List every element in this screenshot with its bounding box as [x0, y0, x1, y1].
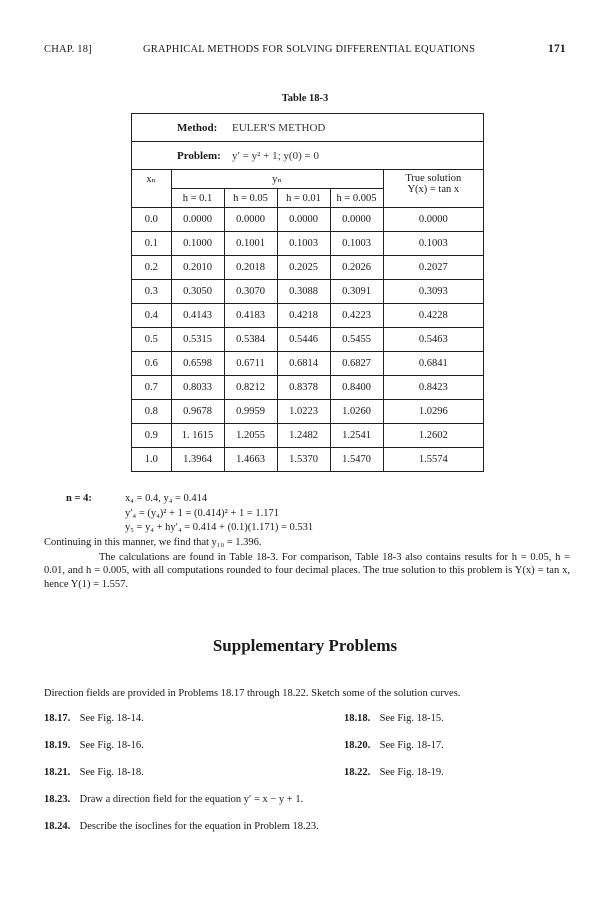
x-value-cell: 0.1: [132, 232, 171, 256]
step-line: x₄ = 0.4, y₄ = 0.414: [125, 493, 208, 504]
y-h0005-cell: 0.0000: [330, 208, 383, 232]
y-h01-cell: 0.1000: [171, 232, 224, 256]
problem-text: See Fig. 18-17.: [379, 740, 444, 751]
table-row: [132, 376, 483, 400]
y-h0005-cell: 0.2026: [330, 256, 383, 280]
true-value-cell: 1.2602: [383, 424, 483, 448]
results-grid: [132, 170, 483, 471]
y-h001-cell: 1.5370: [277, 448, 330, 472]
true-value-cell: 1.5574: [383, 448, 483, 472]
true-solution-label: True solution: [405, 173, 462, 184]
true-value-cell: 0.6841: [383, 352, 483, 376]
y-h005-cell: 0.3070: [224, 280, 277, 304]
y-h005-cell: 0.4183: [224, 304, 277, 328]
y-h001-cell: 0.5446: [277, 328, 330, 352]
y-h005-cell: 0.1001: [224, 232, 277, 256]
problem-item: [344, 713, 444, 724]
y-h005-cell: 0.6711: [224, 352, 277, 376]
true-value-cell: 1.0296: [383, 400, 483, 424]
y-h005-cell: 0.0000: [224, 208, 277, 232]
problem-item: [344, 740, 444, 751]
problem-label: Problem:: [177, 149, 221, 162]
step-label: n = 4:: [66, 493, 92, 504]
method-value: EULER'S METHOD: [232, 121, 326, 134]
paragraph-continuing: Continuing in this manner, we find that y₁₀ = 1.396.: [44, 537, 262, 548]
problem-number: 18.20.: [344, 740, 371, 751]
x-value-cell: 1.0: [132, 448, 171, 472]
problem-number: 18.21.: [44, 767, 71, 778]
true-value-cell: 0.8423: [383, 376, 483, 400]
y-h001-cell: 0.1003: [277, 232, 330, 256]
xn-header: xₙ: [146, 174, 157, 185]
y-h01-cell: 0.5315: [171, 328, 224, 352]
paragraph-comparison: The calculations are found in Table 18-3. For comparison, Table 18-3 also contains results for h = 0.05, h = 0.01, and h = 0.005, with all computations rounded to four decimal places. The true solution to this problem is Y(x) = tan x, hence Y(1) = 1.557.: [44, 552, 570, 590]
x-value-cell: 0.0: [132, 208, 171, 232]
y-h01-cell: 0.8033: [171, 376, 224, 400]
step-line: y₅ = y₄ + hy′₄ = 0.414 + (0.1)(1.171) = 0.531: [125, 522, 314, 533]
y-h0005-cell: 0.3091: [330, 280, 383, 304]
y-h005-cell: 0.2018: [224, 256, 277, 280]
true-value-cell: 0.3093: [383, 280, 483, 304]
method-label: Method:: [177, 121, 218, 134]
y-h001-cell: 0.8378: [277, 376, 330, 400]
problem-text: Draw a direction field for the equation y′ = x − y + 1.: [79, 794, 304, 805]
problem-number: 18.23.: [44, 794, 71, 805]
y-h0005-cell: 0.5455: [330, 328, 383, 352]
problem-number: 18.17.: [44, 713, 71, 724]
table-row: [132, 232, 483, 256]
table-row: [132, 352, 483, 376]
x-value-cell: 0.8: [132, 400, 171, 424]
true-value-cell: 0.4228: [383, 304, 483, 328]
x-value-cell: 0.2: [132, 256, 171, 280]
table-row: [132, 208, 483, 232]
y-h0005-cell: 0.6827: [330, 352, 383, 376]
problem-text: See Fig. 18-16.: [79, 740, 144, 751]
y-h005-cell: 1.4663: [224, 448, 277, 472]
y-h01-cell: 1. 1615: [171, 424, 224, 448]
table-title: Table 18-3: [281, 93, 329, 104]
table-row: [132, 448, 483, 472]
y-h01-cell: 0.9678: [171, 400, 224, 424]
problem-text: Describe the isoclines for the equation in Problem 18.23.: [79, 821, 319, 832]
true-solution-formula: Y(x) = tan x: [407, 184, 460, 195]
y-h005-cell: 1.2055: [224, 424, 277, 448]
y-h0005-cell: 1.2541: [330, 424, 383, 448]
true-value-cell: 0.1003: [383, 232, 483, 256]
y-h001-cell: 1.0223: [277, 400, 330, 424]
euler-table: [131, 113, 484, 472]
y-h0005-cell: 1.0260: [330, 400, 383, 424]
y-h0005-cell: 0.4223: [330, 304, 383, 328]
running-header-chapter: CHAP. 18]: [44, 44, 92, 55]
problem-text: See Fig. 18-19.: [379, 767, 444, 778]
problem-value: y′ = y² + 1; y(0) = 0: [232, 149, 319, 162]
problem-item: [44, 740, 144, 751]
running-header-title: GRAPHICAL METHODS FOR SOLVING DIFFERENTIAL EQUATIONS: [143, 44, 476, 55]
y-h001-cell: 0.4218: [277, 304, 330, 328]
problem-item: [344, 767, 444, 778]
problem-item: [44, 821, 319, 832]
page-number: 171: [548, 43, 566, 55]
problem-text: See Fig. 18-14.: [79, 713, 144, 724]
true-value-cell: 0.2027: [383, 256, 483, 280]
y-h01-cell: 0.6598: [171, 352, 224, 376]
true-value-cell: 0.0000: [383, 208, 483, 232]
y-h01-cell: 1.3964: [171, 448, 224, 472]
problem-number: 18.22.: [344, 767, 371, 778]
y-h001-cell: 0.6814: [277, 352, 330, 376]
problem-item: [44, 713, 144, 724]
y-h001-cell: 0.3088: [277, 280, 330, 304]
y-h01-cell: 0.3050: [171, 280, 224, 304]
problem-number: 18.19.: [44, 740, 71, 751]
x-value-cell: 0.6: [132, 352, 171, 376]
yn-header: yₙ: [171, 170, 383, 189]
table-row: [132, 328, 483, 352]
section-title: Supplementary Problems: [212, 636, 398, 655]
table-row: [132, 256, 483, 280]
x-value-cell: 0.5: [132, 328, 171, 352]
h-header: h = 0.1: [171, 189, 224, 208]
y-h001-cell: 0.0000: [277, 208, 330, 232]
true-value-cell: 0.5463: [383, 328, 483, 352]
section-intro: Direction fields are provided in Problems 18.17 through 18.22. Sketch some of the solution curves.: [44, 688, 461, 699]
x-value-cell: 0.4: [132, 304, 171, 328]
true-solution-header: [383, 170, 483, 208]
y-h01-cell: 0.4143: [171, 304, 224, 328]
problem-text: See Fig. 18-15.: [379, 713, 444, 724]
x-value-cell: 0.9: [132, 424, 171, 448]
problem-number: 18.24.: [44, 821, 71, 832]
table-row: [132, 304, 483, 328]
h-header: h = 0.05: [224, 189, 277, 208]
problem-text: See Fig. 18-18.: [79, 767, 144, 778]
y-h0005-cell: 1.5470: [330, 448, 383, 472]
y-h01-cell: 0.0000: [171, 208, 224, 232]
problem-number: 18.18.: [344, 713, 371, 724]
h-header: h = 0.005: [330, 189, 383, 208]
y-h0005-cell: 0.8400: [330, 376, 383, 400]
y-h01-cell: 0.2010: [171, 256, 224, 280]
problem-row: [132, 142, 483, 170]
problem-item: [44, 794, 303, 805]
step-line: y′₄ = (y₄)² + 1 = (0.414)² + 1 = 1.171: [125, 507, 280, 519]
table-row: [132, 400, 483, 424]
x-value-cell: 0.7: [132, 376, 171, 400]
y-h001-cell: 1.2482: [277, 424, 330, 448]
method-row: [132, 114, 483, 142]
y-h001-cell: 0.2025: [277, 256, 330, 280]
y-h005-cell: 0.8212: [224, 376, 277, 400]
problem-item: [44, 767, 144, 778]
h-header: h = 0.01: [277, 189, 330, 208]
table-row: [132, 424, 483, 448]
table-row: [132, 280, 483, 304]
y-h0005-cell: 0.1003: [330, 232, 383, 256]
y-h005-cell: 0.9959: [224, 400, 277, 424]
x-value-cell: 0.3: [132, 280, 171, 304]
y-h005-cell: 0.5384: [224, 328, 277, 352]
